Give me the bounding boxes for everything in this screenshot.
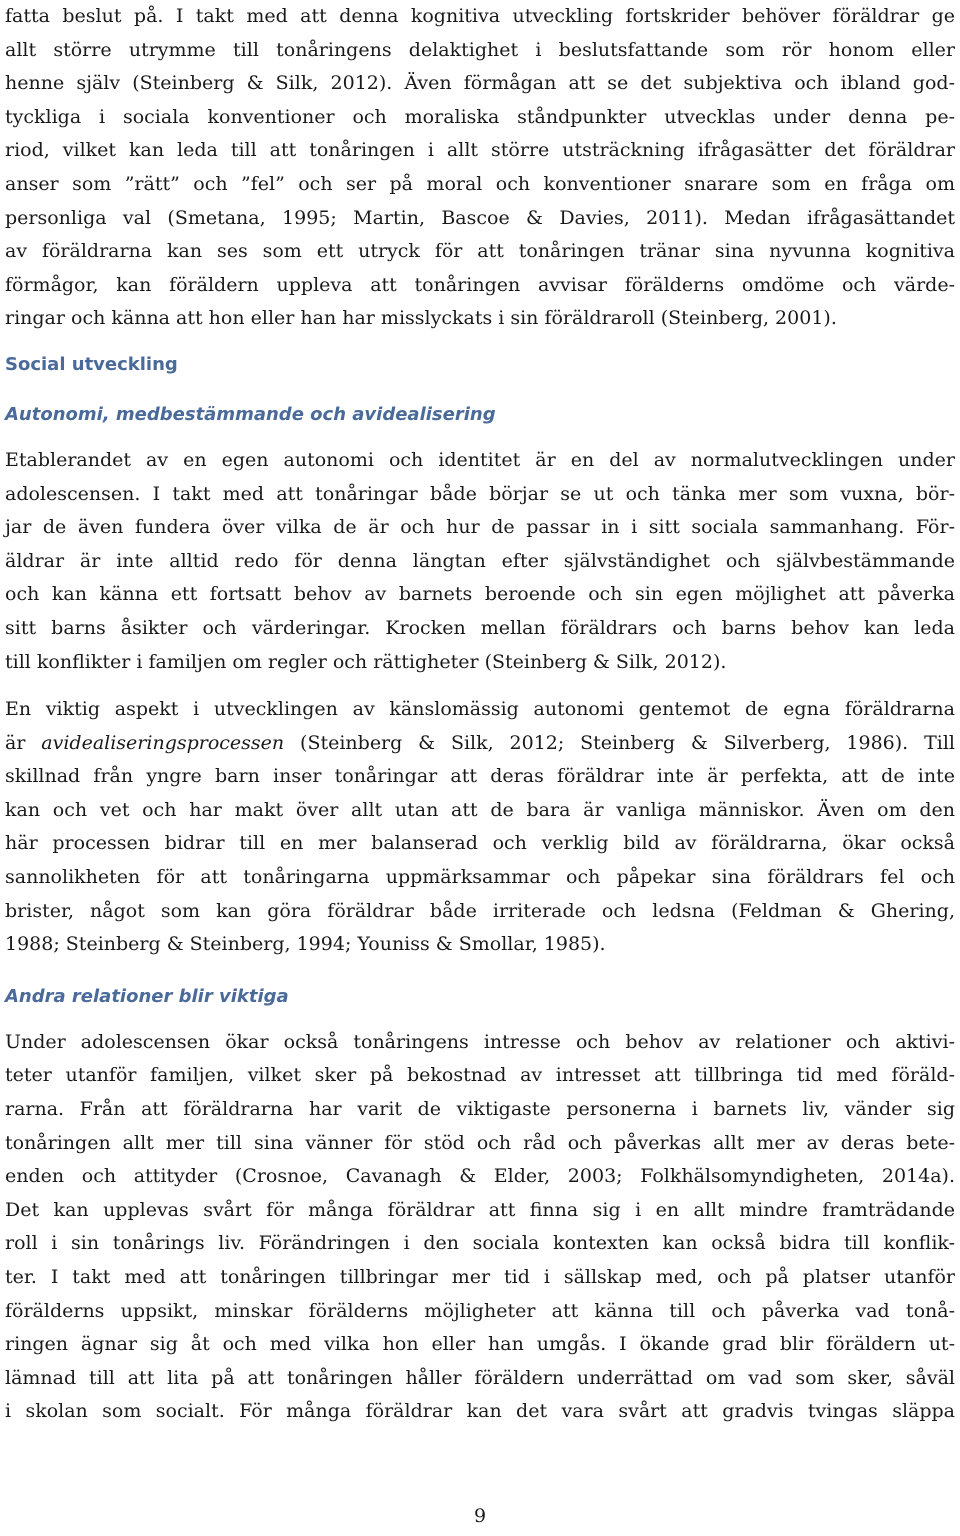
text-line: allt större utrymme till tonåringens delaktighet i beslutsfattande som rör honom eller bbox=[5, 38, 955, 61]
text-line: jar de även fundera över vilka de är och hur de passar in i sitt sociala sammanhang. För- bbox=[5, 516, 955, 539]
paragraph-avidealisering bbox=[5, 693, 955, 962]
page-number: 9 bbox=[473, 1505, 487, 1527]
document-page bbox=[5, 0, 955, 1429]
text-line: kan och vet och har makt över allt utan att de bara är vanliga människor. Även om den bbox=[5, 798, 955, 821]
text-line: förmågor, kan föräldern uppleva att tonåringen avvisar förälderns omdöme och värde- bbox=[5, 273, 955, 296]
paragraph-other-relations bbox=[5, 1026, 955, 1429]
text-line: 1988; Steinberg & Steinberg, 1994; Youniss & Smollar, 1985). bbox=[5, 933, 606, 956]
text-line: äldrar är inte alltid redo för denna längtan efter självständighet och självbestämmande bbox=[5, 549, 955, 572]
text-line: roll i sin tonårings liv. Förändringen i den sociala kontexten kan också bidra till konflik- bbox=[5, 1232, 955, 1255]
text-line: rarna. Från att föräldrarna har varit de viktigaste personerna i barnets liv, vänder sig bbox=[5, 1098, 955, 1121]
text-line: och kan känna ett fortsatt behov av barnets beroende och sin egen möjlighet att påverka bbox=[5, 583, 955, 606]
paragraph-cognitive-development bbox=[5, 0, 955, 336]
text-line: sitt barns åsikter och värderingar. Krocken mellan föräldrars och barns behov kan leda bbox=[5, 616, 955, 639]
text-line: fatta beslut på. I takt med att denna kognitiva utveckling fortskrider behöver föräldrar ge bbox=[5, 5, 955, 27]
text-line: i skolan som socialt. För många föräldrar kan det vara svårt att gradvis tvingas släppa bbox=[5, 1400, 955, 1423]
text-line: av föräldrarna kan ses som ett utryck för att tonåringen tränar sina nyvunna kognitiva bbox=[5, 240, 955, 263]
text-line: teter utanför familjen, vilket sker på bekostnad av intresset att tillbringa tid med föräld- bbox=[5, 1064, 955, 1087]
text-line: En viktig aspekt i utvecklingen av känslomässig autonomi gentemot de egna föräldrarna bbox=[5, 698, 955, 721]
text-line: till konflikter i familjen om regler och rättigheter (Steinberg & Silk, 2012). bbox=[5, 650, 727, 673]
text-line: ringar och känna att hon eller han har misslyckats i sin föräldraroll (Steinberg, 2001). bbox=[5, 307, 837, 330]
text-line: Det kan upplevas svårt för många föräldrar att finna sig i en allt mindre framträdande bbox=[5, 1198, 955, 1221]
text-line: brister, något som kan göra föräldrar både irriterade och ledsna (Feldman & Ghering, bbox=[5, 899, 955, 922]
text-line: tyckliga i sociala konventioner och moraliska ståndpunkter utvecklas under denna pe- bbox=[5, 105, 955, 128]
text-line: förälderns uppsikt, minskar förälderns möjligheter att känna till och påverka vad tonå- bbox=[5, 1299, 955, 1322]
text-line: sannolikheten för att tonåringarna uppmärksammar och påpekar sina föräldrars fel och bbox=[5, 866, 955, 889]
text-line: anser som ”rätt” och ”fel” och ser på moral och konventioner snarare som en fråga om bbox=[5, 172, 955, 195]
text-line: riod, vilket kan leda till att tonåringen i allt större utsträckning ifrågasätter det föräldrar bbox=[5, 139, 955, 162]
text-line: ringen ägnar sig åt och med vilka hon eller han umgås. I ökande grad blir föräldern ut- bbox=[5, 1333, 955, 1356]
text-fragment: är bbox=[5, 731, 42, 754]
text-line: Etablerandet av en egen autonomi och identitet är en del av normalutvecklingen under bbox=[5, 448, 955, 471]
section-heading-social: Social utveckling bbox=[5, 353, 178, 375]
subheading-autonomi: Autonomi, medbestämmande och avidealisering bbox=[5, 403, 496, 425]
text-line: ter. I takt med att tonåringen tillbringar mer tid i sällskap med, och på platser utanför bbox=[5, 1266, 955, 1288]
emphasized-term: avidealiseringsprocessen bbox=[41, 731, 285, 754]
subheading-andra-relationer: Andra relationer blir viktiga bbox=[5, 985, 289, 1007]
text-line: tonåringen allt mer till sina vänner för stöd och råd och påverkas allt mer av deras bete- bbox=[5, 1131, 955, 1154]
text-line: personliga val (Smetana, 1995; Martin, Bascoe & Davies, 2011). Medan ifrågasättandet bbox=[5, 206, 955, 229]
text-line: Under adolescensen ökar också tonåringens intresse och behov av relationer och aktivi- bbox=[5, 1030, 955, 1053]
text-line: henne själv (Steinberg & Silk, 2012). Även förmågan att se det subjektiva och ibland god- bbox=[5, 72, 955, 95]
text-line: här processen bidrar till en mer balanserad och verklig bild av föräldrarna, ökar också bbox=[5, 832, 955, 855]
text-line: adolescensen. I takt med att tonåringar både börjar se ut och tänka mer som vuxna, bör- bbox=[5, 482, 955, 505]
text-fragment: (Steinberg & Silk, 2012; Steinberg & Silverberg, 1986). Till bbox=[284, 731, 955, 754]
text-line: skillnad från yngre barn inser tonåringar att deras föräldrar inte är perfekta, att de inte bbox=[5, 765, 955, 788]
text-line-with-term bbox=[5, 727, 955, 761]
text-line: lämnad till att lita på att tonåringen håller föräldern underrättad om vad som sker, såväl bbox=[5, 1366, 955, 1389]
paragraph-autonomy bbox=[5, 444, 955, 679]
text-line: enden och attityder (Crosnoe, Cavanagh & Elder, 2003; Folkhälsomyndigheten, 2014a). bbox=[5, 1165, 955, 1188]
